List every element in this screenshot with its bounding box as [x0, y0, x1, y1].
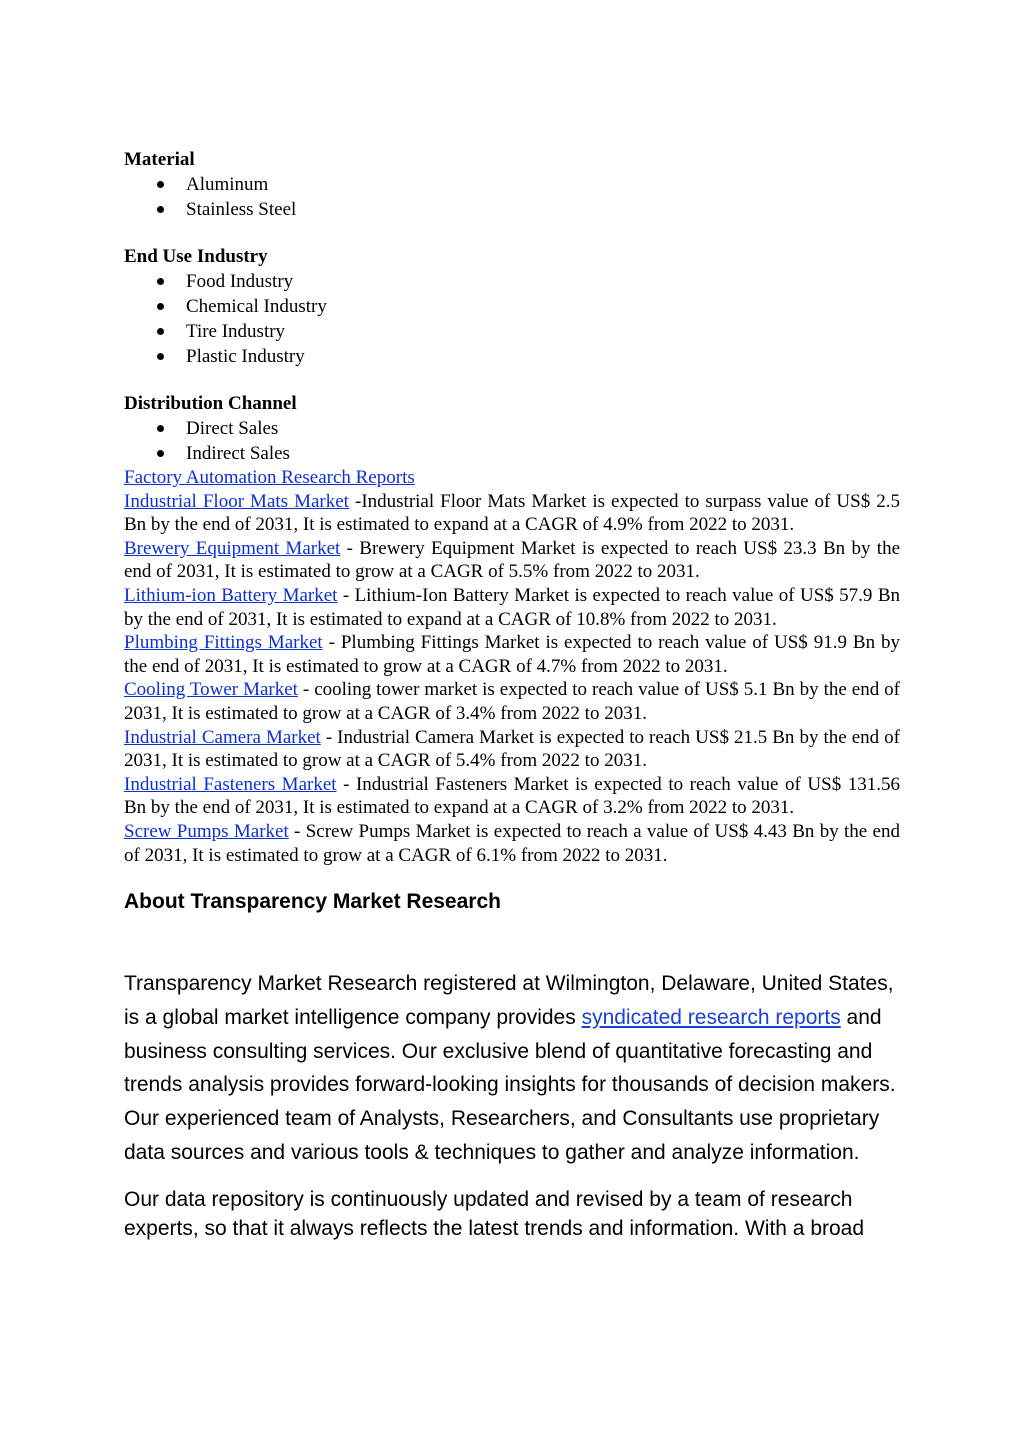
- document-page: [124, 148, 900, 1243]
- syndicated-research-reports-link[interactable]: syndicated research reports: [581, 1005, 841, 1029]
- report-entry: Cooling Tower Market - cooling tower market is expected to reach value of US$ 5.1 Bn by the end of 2031, It is estimated to grow at a CAGR of 3.4% from 2022 to 2031.: [124, 679, 900, 724]
- bullet-icon: [157, 181, 164, 188]
- list-item: Direct Sales: [124, 416, 900, 441]
- bullet-icon: [157, 328, 164, 335]
- distribution-list: [124, 416, 900, 466]
- list-item: Food Industry: [124, 269, 900, 294]
- report-link[interactable]: Industrial Floor Mats Market: [124, 490, 349, 512]
- distribution-section: [124, 392, 900, 466]
- section-title-end-use: End Use Industry: [124, 246, 268, 267]
- report-link[interactable]: Industrial Camera Market: [124, 726, 321, 748]
- bullet-icon: [157, 450, 164, 457]
- about-heading: About Transparency Market Research: [124, 890, 501, 914]
- list-item: Chemical Industry: [124, 294, 900, 319]
- report-entry: Plumbing Fittings Market - Plumbing Fittings Market is expected to reach value of US$ 91.9 Bn by the end of 2031, It is estimated to grow at a CAGR of 4.7% from 2022 to 2031.: [124, 632, 900, 677]
- report-entry: Industrial Fasteners Market - Industrial Fasteners Market is expected to reach value of US$ 131.56 Bn by the end of 2031, It is estimated to expand at a CAGR of 3.2% from 2022 to 2031.: [124, 773, 900, 819]
- bullet-icon: [157, 425, 164, 432]
- report-link[interactable]: Lithium-ion Battery Market: [124, 584, 338, 606]
- report-link[interactable]: Plumbing Fittings Market: [124, 632, 323, 654]
- report-link[interactable]: Cooling Tower Market: [124, 679, 298, 701]
- about-paragraph-1: Transparency Market Research registered at Wilmington, Delaware, United States, is a global market intelligence company provides syndicated research reports and business consulting services. Our exclusive blend of quantitative forecasting and trends analysis provides forward-looking insights for thousands of decision makers. Our experienced team of Analysts, Researchers, and Consultants use proprietary data sources and various tools & techniques to gather and analyze information.: [124, 972, 896, 1165]
- report-link[interactable]: Brewery Equipment Market: [124, 537, 341, 559]
- about-paragraph-2: Our data repository is continuously updated and revised by a team of research experts, so that it always reflects the latest trends and information. With a broad: [124, 1187, 865, 1240]
- list-item: Aluminum: [124, 172, 900, 197]
- bullet-icon: [157, 353, 164, 360]
- section-title-distribution: Distribution Channel: [124, 393, 297, 414]
- report-entry: Lithium-ion Battery Market - Lithium-Ion Battery Market is expected to reach value of US$ 57.9 Bn by the end of 2031, It is estimated to expand at a CAGR of 10.8% from 2022 to 2031.: [124, 584, 900, 630]
- list-item: Indirect Sales: [124, 441, 900, 466]
- report-entry: Industrial Camera Market - Industrial Camera Market is expected to reach US$ 21.5 Bn by the end of 2031, It is estimated to grow at a CAGR of 5.4% from 2022 to 2031.: [124, 726, 900, 772]
- report-link[interactable]: Industrial Fasteners Market: [124, 773, 337, 795]
- related-reports: [124, 466, 900, 867]
- material-section: [124, 148, 900, 222]
- bullet-icon: [157, 303, 164, 310]
- about-body: [124, 967, 900, 1243]
- factory-automation-reports-link[interactable]: Factory Automation Research Reports: [124, 467, 415, 488]
- end-use-list: [124, 269, 900, 369]
- bullet-icon: [157, 278, 164, 285]
- report-entry: Industrial Floor Mats Market -Industrial Floor Mats Market is expected to surpass value of US$ 2.5 Bn by the end of 2031, It is estimated to expand at a CAGR of 4.9% from 2022 to 2031.: [124, 490, 900, 536]
- bullet-icon: [157, 206, 164, 213]
- report-entry: Brewery Equipment Market - Brewery Equipment Market is expected to reach US$ 23.3 Bn by the end of 2031, It is estimated to grow at a CAGR of 5.5% from 2022 to 2031.: [124, 537, 901, 583]
- material-list: [124, 172, 900, 222]
- list-item: Tire Industry: [124, 319, 900, 344]
- end-use-section: [124, 245, 900, 369]
- section-title-material: Material: [124, 149, 195, 170]
- report-link[interactable]: Screw Pumps Market: [124, 820, 289, 842]
- list-item: Plastic Industry: [124, 344, 900, 369]
- report-entry: Screw Pumps Market - Screw Pumps Market is expected to reach a value of US$ 4.43 Bn by the end of 2031, It is estimated to grow at a CAGR of 6.1% from 2022 to 2031.: [124, 820, 900, 866]
- list-item: Stainless Steel: [124, 197, 900, 222]
